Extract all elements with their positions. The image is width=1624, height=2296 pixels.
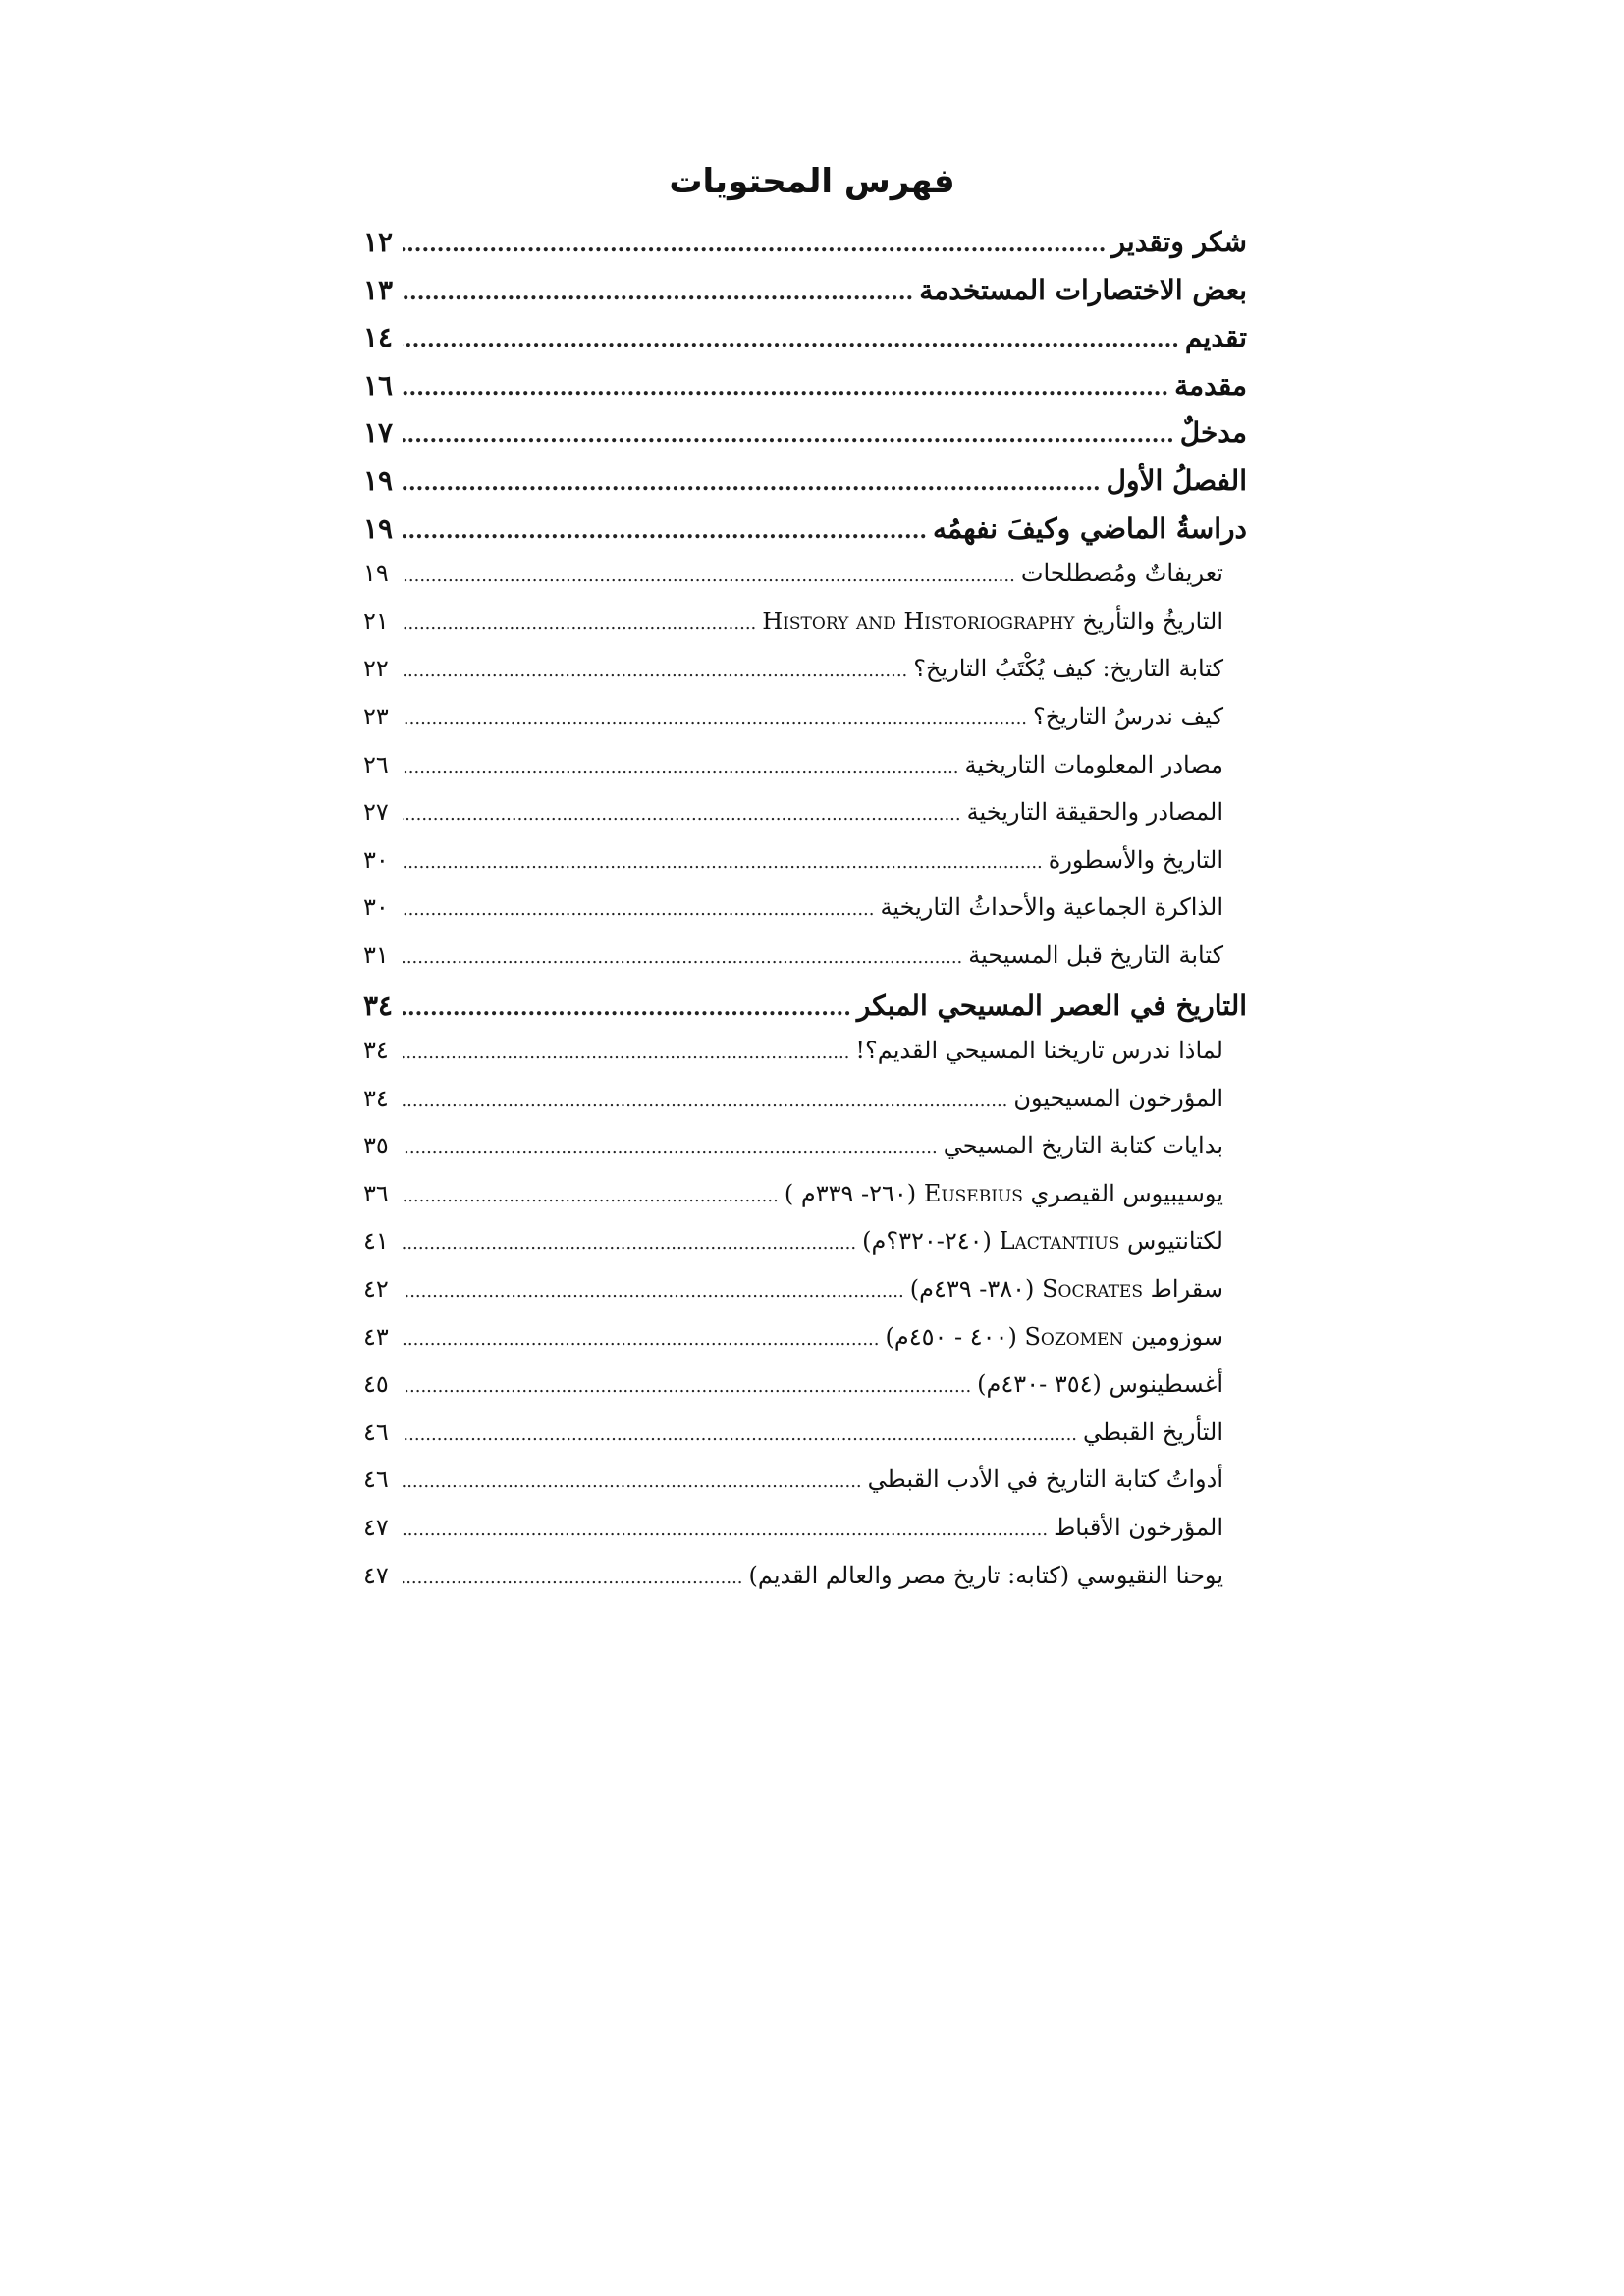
toc-entry-page-number: ٤٦ bbox=[363, 1417, 389, 1446]
dot-leader bbox=[403, 947, 962, 968]
toc-entry-dates: (٢٤٠-٣٢٠؟م) bbox=[862, 1227, 992, 1255]
dot-leader bbox=[403, 852, 1043, 873]
dot-leader bbox=[403, 995, 851, 1021]
dot-leader bbox=[403, 1424, 1077, 1445]
toc-entry-title: الذاكرة الجماعية والأحداثُ التاريخية bbox=[880, 893, 1223, 922]
toc-entry-page-number: ٣٠ bbox=[363, 893, 389, 922]
toc-entry-label bbox=[1013, 1085, 1223, 1112]
toc-entry-title: تعريفاتٌ ومُصطلحات bbox=[1020, 560, 1223, 588]
toc-entry-label bbox=[965, 751, 1223, 778]
toc-entry-page-number: ٤٧ bbox=[363, 1514, 389, 1542]
toc-entry-title: التأريخ القبطي bbox=[1083, 1417, 1223, 1446]
dot-leader bbox=[403, 1233, 856, 1254]
toc-entry bbox=[363, 703, 1247, 751]
toc-entry-page-number: ١٣ bbox=[363, 273, 394, 306]
toc-entry-page-number: ٤٥ bbox=[363, 1370, 389, 1399]
dot-leader bbox=[403, 470, 1101, 496]
toc-entry-title: تقديم bbox=[1184, 321, 1247, 354]
toc-entry bbox=[363, 1514, 1247, 1562]
toc-entry-title: أغسطينوس (٣٥٤ -٤٣٠م) bbox=[977, 1370, 1223, 1399]
dot-leader bbox=[403, 1471, 862, 1492]
toc-entry-latin-name: Sozomen bbox=[1024, 1322, 1124, 1351]
toc-entry-dates: (٤٠٠ - ٤٥٠م) bbox=[885, 1322, 1017, 1351]
dot-leader bbox=[403, 1568, 743, 1588]
toc-entry-label bbox=[933, 512, 1247, 545]
toc-entry-page-number: ١٩ bbox=[363, 560, 389, 588]
dot-leader bbox=[403, 1042, 849, 1063]
toc-entry-page-number: ١٧ bbox=[363, 416, 394, 450]
toc-entry-title: لكتانتيوس bbox=[1127, 1227, 1223, 1255]
toc-entry-page-number: ١٦ bbox=[363, 368, 394, 401]
toc-entry-label bbox=[967, 798, 1223, 826]
toc-entry-page-number: ٢١ bbox=[363, 607, 389, 635]
toc-entry bbox=[363, 1275, 1247, 1323]
toc-entry-page-number: ٢٣ bbox=[363, 702, 389, 730]
toc-entry bbox=[363, 1132, 1247, 1180]
toc-entry-page-number: ٢٦ bbox=[363, 750, 389, 778]
toc-entry bbox=[363, 369, 1247, 417]
toc-entry-title: بعض الاختصارات المستخدمة bbox=[919, 273, 1247, 306]
toc-entry-page-number: ٣١ bbox=[363, 940, 389, 969]
dot-leader bbox=[403, 280, 913, 305]
toc-entry bbox=[363, 321, 1247, 369]
toc-entry bbox=[363, 941, 1247, 989]
dot-leader bbox=[403, 327, 1179, 352]
toc-entry-label bbox=[785, 1180, 1223, 1207]
toc-entry-label bbox=[862, 1227, 1223, 1255]
toc-entry-title: بدايات كتابة التاريخ المسيحي bbox=[943, 1132, 1223, 1160]
toc-entry-page-number: ٤١ bbox=[363, 1227, 389, 1255]
toc-entry-latin-name: History and Historiography bbox=[762, 607, 1075, 635]
toc-entry-label bbox=[977, 1370, 1223, 1398]
toc-entry-label bbox=[913, 655, 1223, 682]
dot-leader bbox=[403, 1091, 1007, 1111]
toc-entry-page-number: ٤٣ bbox=[363, 1322, 389, 1351]
toc-entry bbox=[363, 893, 1247, 941]
toc-entry-page-number: ٢٢ bbox=[363, 655, 389, 683]
toc-entry-page-number: ١٤ bbox=[363, 321, 394, 354]
toc-entry-label bbox=[1180, 416, 1247, 449]
toc-entry bbox=[363, 1037, 1247, 1085]
toc-entry-title: المؤرخون المسيحيون bbox=[1013, 1084, 1223, 1112]
dot-leader bbox=[403, 709, 1027, 729]
toc-entry-title: كتابة التاريخ قبل المسيحية bbox=[968, 940, 1223, 969]
dot-leader bbox=[403, 1186, 779, 1206]
toc-entry-page-number: ٤٦ bbox=[363, 1466, 389, 1494]
toc-entry-page-number: ٢٧ bbox=[363, 798, 389, 827]
toc-entry-label bbox=[855, 1037, 1223, 1064]
toc-entry-title: التاريخ والأسطورة bbox=[1048, 845, 1223, 874]
toc-entry-title: مدخلٌ bbox=[1179, 416, 1247, 450]
toc-entry-title: دراسةُ الماضي وكيفَ نفهمُه bbox=[933, 511, 1247, 545]
dot-leader bbox=[403, 375, 1168, 400]
toc-entry-label bbox=[886, 1323, 1224, 1351]
toc-entry bbox=[363, 512, 1247, 561]
toc-entry-page-number: ٣٤ bbox=[363, 1037, 389, 1065]
toc-entry-label bbox=[1054, 1514, 1223, 1541]
toc-entry-label bbox=[1083, 1418, 1223, 1446]
toc-entry-label bbox=[1174, 369, 1247, 401]
toc-entry bbox=[363, 1466, 1247, 1514]
toc-entry bbox=[363, 416, 1247, 464]
dot-leader bbox=[403, 899, 874, 920]
toc-entry-label bbox=[1021, 560, 1223, 587]
toc-entry bbox=[363, 989, 1247, 1038]
toc-entry bbox=[363, 608, 1247, 656]
toc-entry-title: سقراط bbox=[1150, 1275, 1223, 1304]
toc-entry-page-number: ١٢ bbox=[363, 226, 394, 258]
toc-entry-label bbox=[880, 893, 1223, 921]
toc-entry-label bbox=[749, 1562, 1223, 1589]
dot-leader bbox=[403, 518, 927, 544]
toc-entry bbox=[363, 560, 1247, 608]
toc-entry-latin-name: Eusebius bbox=[923, 1179, 1023, 1207]
toc-entry-title: كتابة التاريخ: كيف يُكْتَبُ التاريخ؟ bbox=[913, 655, 1223, 683]
toc-entry-title: الفصلُ الأول bbox=[1106, 463, 1247, 497]
toc-entry-label bbox=[1111, 226, 1247, 258]
toc-entry-title: التاريخُ والتأريخ bbox=[1082, 607, 1223, 635]
toc-entry-title: كيف ندرسُ التاريخ؟ bbox=[1033, 702, 1223, 730]
toc-entry-title: يوسيبيوس القيصري bbox=[1030, 1179, 1223, 1207]
toc-entry-page-number: ٣٤ bbox=[363, 988, 394, 1022]
toc-entry bbox=[363, 655, 1247, 703]
toc-entry-label bbox=[968, 941, 1223, 969]
toc-entry-page-number: ٤٧ bbox=[363, 1561, 389, 1589]
toc-entry-title: أدواتُ كتابة التاريخ في الأدب القبطي bbox=[867, 1466, 1223, 1494]
toc-entry-page-number: ١٩ bbox=[363, 511, 394, 545]
toc-entry-page-number: ٣٤ bbox=[363, 1084, 389, 1112]
toc-entry-title: يوحنا النقيوسي (كتابه: تاريخ مصر والعالم القديم) bbox=[748, 1561, 1223, 1589]
dot-leader bbox=[403, 1138, 938, 1158]
toc-entry bbox=[363, 226, 1247, 274]
toc-entry-dates: (٢٦٠- ٣٣٩م ) bbox=[784, 1179, 917, 1207]
toc-entry bbox=[363, 274, 1247, 322]
toc-entry-title: مقدمة bbox=[1174, 368, 1247, 401]
toc-entry bbox=[363, 1227, 1247, 1275]
page-title: فهرس المحتويات bbox=[669, 162, 955, 201]
table-of-contents bbox=[363, 226, 1247, 1609]
toc-entry-page-number: ١٩ bbox=[363, 463, 394, 497]
toc-entry-page-number: ٣٥ bbox=[363, 1132, 389, 1160]
dot-leader bbox=[403, 1520, 1048, 1540]
toc-entry-latin-name: Socrates bbox=[1042, 1275, 1143, 1304]
dot-leader bbox=[403, 614, 756, 634]
toc-entry bbox=[363, 1180, 1247, 1228]
toc-entry-label bbox=[868, 1466, 1223, 1493]
toc-entry-title: سوزومين bbox=[1130, 1322, 1223, 1351]
dot-leader bbox=[403, 565, 1015, 586]
toc-entry-label bbox=[857, 989, 1247, 1022]
dot-leader bbox=[403, 1376, 971, 1397]
toc-entry-label bbox=[919, 274, 1247, 306]
toc-entry-label bbox=[1107, 464, 1247, 497]
toc-entry-title: المصادر والحقيقة التاريخية bbox=[966, 798, 1223, 827]
toc-entry-title: لماذا ندرس تاريخنا المسيحي القديم؟! bbox=[855, 1037, 1223, 1065]
toc-entry bbox=[363, 1418, 1247, 1467]
toc-entry-title: المؤرخون الأقباط bbox=[1054, 1514, 1223, 1542]
dot-leader bbox=[403, 661, 907, 681]
toc-entry-page-number: ٤٢ bbox=[363, 1275, 389, 1304]
toc-entry-label bbox=[1033, 703, 1223, 730]
toc-entry-latin-name: Lactantius bbox=[999, 1227, 1120, 1255]
toc-entry-title: شكر وتقدير bbox=[1111, 226, 1247, 258]
dot-leader bbox=[403, 804, 961, 825]
dot-leader bbox=[403, 1329, 880, 1350]
toc-entry bbox=[363, 1370, 1247, 1418]
toc-entry-label bbox=[1049, 846, 1223, 874]
toc-entry-page-number: ٣٦ bbox=[363, 1179, 389, 1207]
toc-entry-title: التاريخ في العصر المسيحي المبكر bbox=[856, 988, 1247, 1022]
toc-entry-label bbox=[944, 1132, 1223, 1159]
toc-entry bbox=[363, 846, 1247, 894]
toc-entry bbox=[363, 798, 1247, 846]
toc-entry-page-number: ٣٠ bbox=[363, 845, 389, 874]
toc-entry-dates: (٣٨٠- ٤٣٩م) bbox=[909, 1275, 1035, 1304]
toc-entry-label bbox=[910, 1275, 1223, 1303]
toc-entry bbox=[363, 751, 1247, 799]
toc-entry-label bbox=[762, 608, 1223, 635]
dot-leader bbox=[403, 422, 1174, 448]
toc-entry-title: مصادر المعلومات التاريخية bbox=[964, 750, 1223, 778]
dot-leader bbox=[403, 232, 1106, 257]
toc-entry bbox=[363, 1562, 1247, 1610]
toc-entry-label bbox=[1185, 321, 1247, 353]
dot-leader bbox=[403, 1281, 904, 1302]
toc-entry bbox=[363, 464, 1247, 512]
toc-entry bbox=[363, 1323, 1247, 1371]
dot-leader bbox=[403, 757, 959, 777]
toc-entry bbox=[363, 1085, 1247, 1133]
